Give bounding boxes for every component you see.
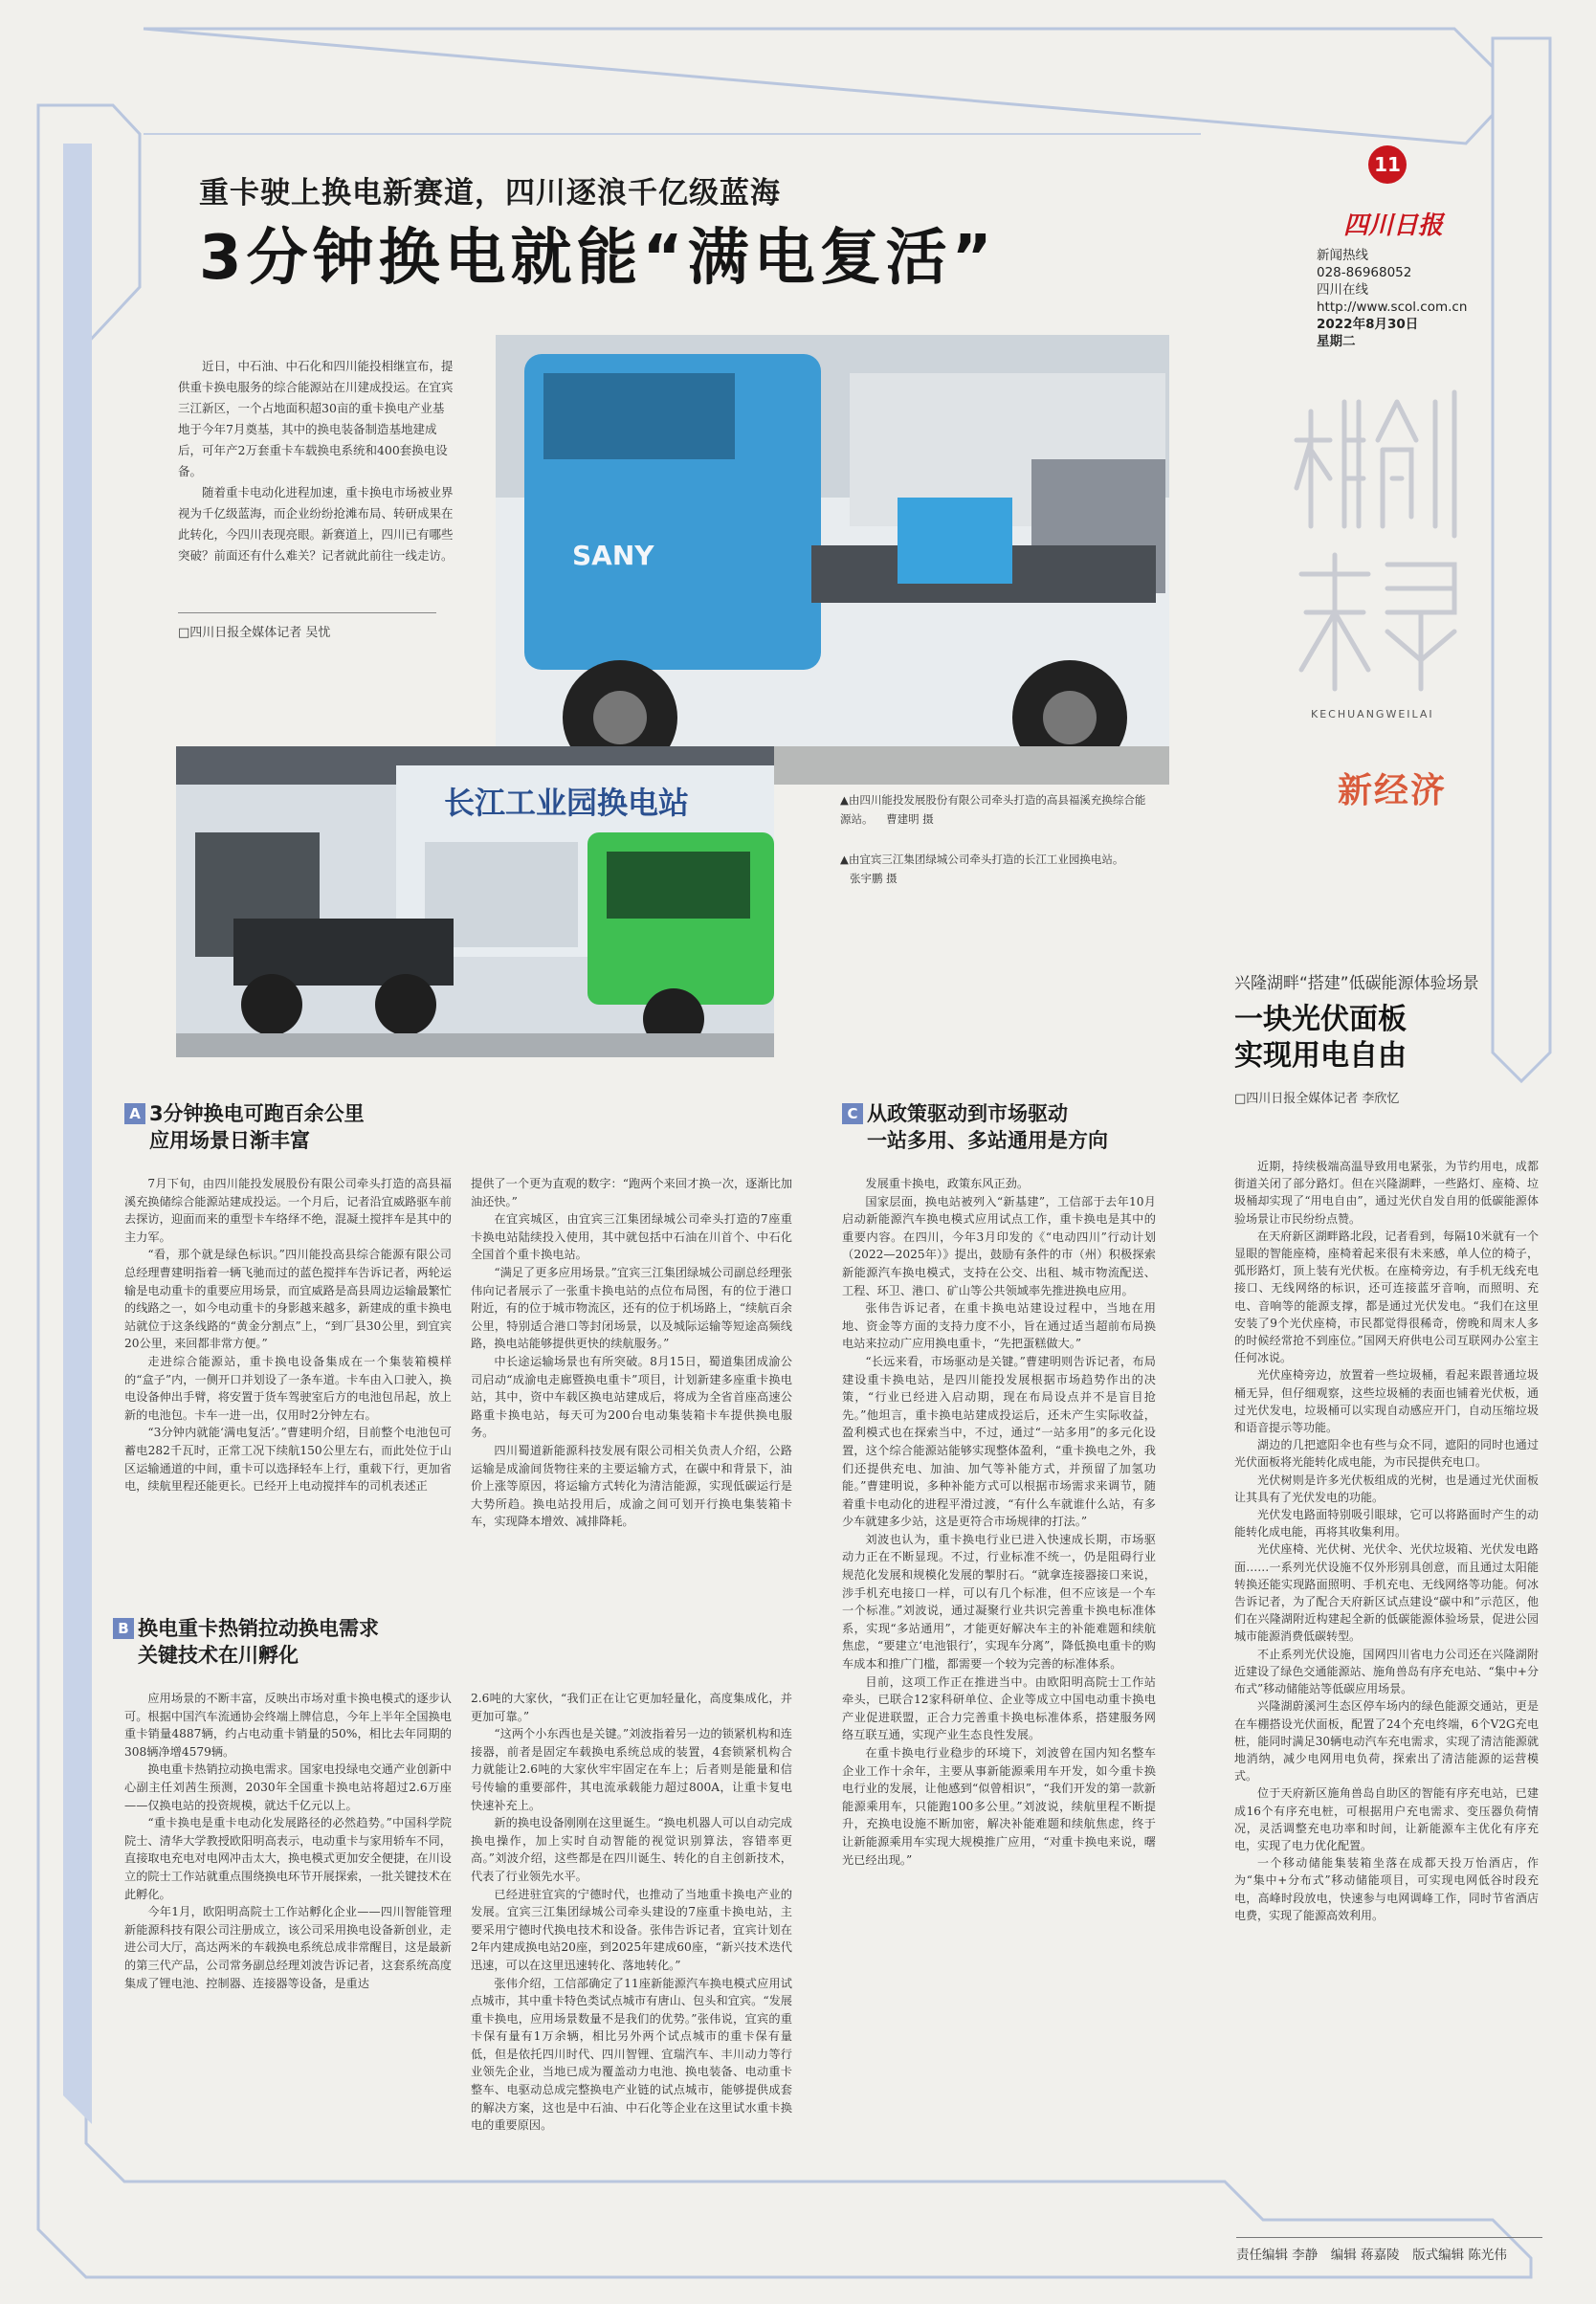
paragraph: 发展重卡换电，政策东风正劲。 (865, 1177, 1030, 1190)
station-illustration (176, 746, 774, 1057)
section-title-line: 换电重卡热销拉动换电需求 (138, 1617, 379, 1640)
caption-credit: 张宇鹏 摄 (850, 872, 898, 885)
website-url: http://www.scol.com.cn (1317, 299, 1468, 315)
paragraph: 刘波也认为，重卡换电行业已进入快速成长期，市场驱动力正在不断显现。不过，行业标准不统一，仍是阻碍行业规范化发展和规模化发展的掣肘石。“就拿连接器接口来说，涉手机充电接口一样，可以有几个标准，但不应该是一个车一个标准。”刘波说，通过凝聚行业共识完善重卡换电标准体系，实现“多站通用”，才能更好解决车主的补能难题和续航焦虑，“要建立‘电池银行’，实现车分离”，降低换电重卡的购车成本和推广门槛，都需要一个较为完善的标准体系。 (842, 1532, 1156, 1672)
issue-date: 2022年8月30日 (1317, 317, 1419, 332)
divider (178, 612, 436, 613)
lead-paragraph: 近日，中石油、中石化和四川能投相继宣布，提供重卡换电服务的综合能源站在川建成投运。在宜宾三江新区，一个占地面积超30亩的重卡换电产业基地于今年7月奠基，其中的换电装备制造基地建成后，可年产2万套重卡车载换电系统和400套换电设备。 (178, 359, 454, 478)
column-logo (1292, 383, 1483, 708)
paragraph: 换电重卡热销拉动换电需求。国家电投绿电交通产业创新中心副主任刘茜生预测，2030年全国重卡换电站将超过2.6万座——仅换电站的投资规模，就达千亿元以上。 (124, 1762, 452, 1812)
paragraph: “看，那个就是绿色标识。”四川能投高县综合能源有限公司总经理曹建明指着一辆飞驰而过的蓝色搅拌车告诉记者，两轮运输是电动重卡的重要应用场景，而宜威路是高县周边运输最繁忙的线路之一，如今电动重卡的身影越来越多，新建成的重卡换电站就位于这条线路的“黄金分割点”上，“到厂县30公里，到宜宾20公里，来回都非常方便。” (124, 1248, 452, 1351)
side-article-body (1234, 1158, 1539, 1924)
paragraph: 光伏树则是许多光伏板组成的光树，也是通过光伏面板让其具有了光伏发电的功能。 (1234, 1473, 1539, 1504)
paragraph: 走进综合能源站，重卡换电设备集成在一个集装箱模样的“盒子”内，一侧开口并划设了一条车道。卡车由入口驶入，换电设备伸出手臂，将安置于货车驾驶室后方的电池包吊起，放上新的电池包。卡车一进一出，仅用时2分钟左右。 (124, 1354, 452, 1422)
paragraph: 近期，持续极端高温导致用电紧张，为节约用电，成都街道关闭了部分路灯。但在兴隆湖畔，一些路灯、座椅、垃圾桶却实现了“用电自由”，通过光伏自发自用的低碳能源体验场景让市民纷纷点赞。 (1234, 1160, 1539, 1226)
section-label: 新经济 (1338, 770, 1448, 810)
paragraph: 2.6吨的大家伙，“我们正在让它更加轻量化，高度集成化，并更加可靠。” (471, 1692, 792, 1723)
paragraph: 中长途运输场景也有所突破。8月15日，蜀道集团成渝公司启动“成渝电走廊暨换电重卡”项目，计划新建多座重卡换电站，其中，资中车载区换电站建成后，将成为全省首座高速公路重卡换电站，每天可为200台电动集装箱卡车提供换电服务。 (471, 1354, 792, 1440)
section-c-body (842, 1175, 1156, 1869)
paper-name: 四川日报 (1343, 211, 1444, 240)
paragraph: 已经进驻宜宾的宁德时代，也推动了当地重卡换电产业的发展。宜宾三江集团绿城公司牵头建设的7座重卡换电站，主要采用宁德时代换电技术和设备。张伟告诉记者，宜宾计划在2年内建成换电站20座，到2025年建成60座，“新兴技术迭代迅速，可以在这里迅速转化、落地转化。” (471, 1887, 792, 1972)
station-sign-text: 长江工业园换电站 (444, 785, 690, 821)
paragraph: 应用场景的不断丰富，反映出市场对重卡换电模式的逐步认可。根据中国汽车流通协会终端上牌信息，今年上半年全国换电重卡销量4887辆，约占电动重卡销量的50%，相比去年同期的308辆净增4579辆。 (124, 1692, 452, 1759)
paragraph: 湖边的几把遮阳伞也有些与众不同，遮阳的同时也通过光伏面板将光能转化成电能，为市民提供充电口。 (1234, 1438, 1539, 1470)
paragraph: “3分钟内就能‘满电复活’。”曹建明介绍，目前整个电池包可蓄电282千瓦时，正常工况下续航150公里左右，而此处位于山区运输通道的中间，重卡可以选择轻车上行，重载下行，更加省电，续航里程还能更长。已经开上电动搅拌车的司机表述正 (124, 1426, 452, 1494)
section-a-heading (124, 1100, 431, 1154)
paragraph: 一个移动储能集装箱坐落在成都天投万怡酒店，作为“集中+分布式”移动储能项目，可实现电网低谷时段充电，高峰时段放电，快速参与电网调峰工作，同时节省酒店电费，实现了能源高效利用。 (1234, 1856, 1539, 1922)
headline-subtitle: 重卡驶上换电新赛道，四川逐浪千亿级蓝海 (199, 176, 781, 210)
photo-caption (840, 850, 1146, 888)
section-a-body-1 (124, 1175, 452, 1495)
paragraph: “长远来看，市场驱动是关键。”曹建明则告诉记者，布局建设重卡换电站，是四川能投发展根据市场趋势作出的决策，“行业已经进入启动期，现在布局设点并不是盲目抢先。”他坦言，重卡换电站建成投运后，还未产生实际收益，盈利模式也在探索当中，不过，通过“一站多用”的多元化设置，这个综合能源站能够实现整体盈利，“重卡换电之外，我们还提供充电、加油、加气等补能方式，并预留了加氢功能。”曹建明说，多种补能方式可以根据市场需求来调节，随着重卡电动化的进程平滑过渡，“有什么车就谁什么站，有多少车就建多少站，这是更符合市场规律的打法。” (842, 1354, 1156, 1529)
byline: □四川日报全媒体记者 吴忧 (178, 626, 331, 640)
paragraph: 位于天府新区施角兽岛自助区的智能有序充电站，已建成16个有序充电桩，可根据用户充电需求、变压器负荷情况，灵活调整充电功率和时间，让新能源车主优化有序充电，实现了电力优化配置。 (1234, 1786, 1539, 1852)
section-b-body-1 (124, 1690, 452, 1992)
paragraph: “满足了更多应用场景。”宜宾三江集团绿城公司副总经理张伟向记者展示了一张重卡换电站的点位布局图，有的位于港口附近，有的位于城市物流区，还有的位于机场路上，“续航百余公里，特别适合港口等封闭场景，以及城际运输等短途高频线路，换电站能够提供更快的续航服务。” (471, 1265, 792, 1351)
paragraph: 不止系列光伏设施，国网四川省电力公司还在兴隆湖附近建设了绿色交通能源站、施角兽岛有序充电站、“集中+分布式”移动储能站等低碳应用场景。 (1234, 1647, 1539, 1696)
paragraph: 提供了一个更为直观的数字：“跑两个来回才换一次，逐渐比加油还快。” (471, 1177, 792, 1208)
paragraph: 目前，这项工作正在推进当中。由欧阳明高院士工作站牵头，已联合12家科研单位、企业等成立中国电动重卡换电产业促进联盟，正合力完善重卡换电标准体系，搭建服务网络互联互通，实现产业生态良性发展。 (842, 1674, 1156, 1742)
section-title-line: 3分钟换电可跑百余公里 (149, 1102, 365, 1125)
section-title-line: 一站多用、多站通用是方向 (867, 1129, 1108, 1152)
lead-paragraph: 随着重卡电动化进程加速，重卡换电市场被业界视为千亿级蓝海，而企业纷纷抢滩布局、转研成果在此转化，今四川表现亮眼。新赛道上，四川已有哪些突破？前面还有什么难关？记者就此前往一线走访。 (178, 485, 454, 563)
caption-credit: 曹建明 摄 (886, 812, 934, 826)
paragraph: “这两个小东西也是关键。”刘波指着另一边的锁紧机构和连接器，前者是固定车载换电系统总成的装置，4套锁紧机构合力就能让2.6吨的大家伙牢牢固定在车上；后者则是能量和信号传输的重要部件，其电流承载能力超过800A，让重卡复电快速补充上。 (471, 1727, 792, 1812)
paragraph: 在重卡换电行业稳步的环境下，刘波曾在国内知名整车企业工作十余年，主要从事新能源乘用车开发，如今重卡换电行业的发展，让他感到“似曾相识”，“我们开发的第一款新能源乘用车，只能跑100多公里。”刘波说，续航里程不断提升，充换电设施不断加密，解决补能难题和续航焦虑，终于让新能源乘用车实现大规模推广应用，“对重卡换电来说，曙光已经出现。” (842, 1746, 1156, 1867)
side-kicker: 兴隆湖畔“搭建”低碳能源体验场景 (1234, 974, 1479, 993)
paragraph: 今年1月，欧阳明高院士工作站孵化企业——四川智能管理新能源科技有限公司注册成立，该公司采用换电设备新创业，走进公司大厅，高达两米的车载换电系统总成非常醒目，这是最新的第三代产品，公司常务副总经理刘波告诉记者，这套系统高度集成了锂电池、控制器、连接器等设备，是重达 (124, 1905, 452, 1990)
section-title-line: 关键技术在川孵化 (138, 1644, 299, 1667)
truck-brand-text: SANY (572, 540, 654, 571)
section-letter: B (113, 1618, 134, 1639)
section-title-line: 应用场景日渐丰富 (149, 1129, 310, 1152)
lead-text (178, 356, 455, 566)
issue-weekday: 星期二 (1317, 334, 1356, 349)
paragraph: 张伟介绍，工信部确定了11座新能源汽车换电模式应用试点城市，其中重卡特色类试点城市有唐山、包头和宜宾。“发展重卡换电，应用场景数量不是我们的优势。”张伟说，宜宾的重卡保有量有1万余辆，相比另外两个试点城市的重卡保有量低，但是依托四川时代、四川智锂、宜瑞汽车、丰川动力等行业领先企业，当地已成为覆盖动力电池、换电装备、电动重卡整车、电驱动总成完整换电产业链的试点城市，能够提供成套的解决方案，这也是中石油、中石化等企业在这里试水重卡换电的重要原因。 (471, 1976, 792, 2133)
paragraph: 四川蜀道新能源科技发展有限公司相关负责人介绍，公路运输是成渝间货物往来的主要运输方式，在碳中和背景下，油价上涨等原因，将运输方式转化为清洁能源，实现低碳运行是大势所趋。换电站投用后，成渝之间可划开行换电集装箱卡车，实现降本增效、减排降耗。 (471, 1443, 792, 1529)
column-name-english: KECHUANGWEILAI (1311, 708, 1434, 720)
paragraph: “重卡换电是重卡电动化发展路径的必然趋势。”中国科学院院士、清华大学教授欧阳明高表示，电动重卡与家用轿车不同，直接取电充电对电网冲击太大，换电模式更加安全便捷，在川设立的院士工作站就重点围绕换电环节开展探索，一批关键技术在此孵化。 (124, 1816, 452, 1901)
masthead-info (1317, 247, 1470, 350)
truck-photo (496, 335, 1169, 785)
section-letter: C (842, 1103, 863, 1124)
section-b-heading (113, 1615, 438, 1669)
paragraph: 兴隆湖蔚溪河生态区停车场内的绿色能源交通站，更是在车棚搭设光伏面板，配置了24个充电终端，6个V2G充电桩，能同时满足30辆电动汽车充电需求，实现了清洁能源就地消纳，减少电网用电负荷，探索出了清洁能源的运营模式。 (1234, 1699, 1539, 1783)
paragraph: 国家层面，换电站被列入“新基建”，工信部于去年10月启动新能源汽车换电模式应用试点工作，重卡换电是其中的重要内容。在四川，今年3月印发的《“电动四川”行动计划（2022—2025年）》提出，鼓励有条件的市（州）积极探索新能源汽车换电模式，支持在公交、出租、城市物流配送、工程、环卫、港口、矿山等公共领域率先推进换电应用。 (842, 1194, 1156, 1297)
section-letter: A (124, 1103, 145, 1124)
headline-title: 3分钟换电就能“满电复活” (199, 223, 997, 294)
side-article-heading (1234, 971, 1541, 1106)
caption-text: ▲由宜宾三江集团绿城公司牵头打造的长江工业园换电站。 (840, 853, 1124, 866)
paragraph: 7月下旬，由四川能投发展股份有限公司牵头打造的高县福溪充换储综合能源站建成投运。一个月后，记者沿宜威路驱车前去探访，迎面而来的重型卡车络绎不绝，混凝土搅拌车是其中的主力军。 (124, 1177, 452, 1244)
paragraph: 张伟告诉记者，在重卡换电站建设过程中，当地在用地、资金等方面的支持力度不小，旨在通过适当超前布局换电站来拉动广应用换电重卡，“先把蛋糕做大。” (842, 1301, 1156, 1351)
paragraph: 在宜宾城区，由宜宾三江集团绿城公司牵头打造的7座重卡换电站陆续投入使用，其中就包括中石油在川首个、中石化全国首个重卡换电站。 (471, 1212, 792, 1262)
section-title-line: 从政策驱动到市场驱动 (867, 1102, 1068, 1125)
paragraph: 新的换电设备刚刚在这里诞生。“换电机器人可以自动完成换电操作，加上实时自动智能的视觉识别算法，容错率更高。”刘波介绍，这些都是在四川诞生、转化的自主创新技术，代表了行业领先水平。 (471, 1816, 792, 1883)
page-number-badge: 11 (1368, 145, 1407, 184)
paragraph: 在天府新区湖畔路北段，记者看到，每隔10米就有一个显眼的智能座椅，座椅着起来很有未来感，单人位的椅子，弧形路灯，顶上装有光伏板。在座椅旁边，有手机无线充电接口、无线网络的标识，还可连接蓝牙音响，而照明、充电、音响等的能源支撑，都是通过光伏发电。“我们在这里安装了9个光伏座椅，市民都觉得很稀奇，傍晚和周末人多的时候经常抢不到座位。”国网天府供电公司互联网办公室主任何冰说。 (1234, 1229, 1539, 1365)
photo-caption (840, 790, 1146, 829)
caption-text: ▲由四川能投发展股份有限公司牵头打造的高县福溪充换综合能源站。 (840, 793, 1146, 826)
hotline-number: 028-86968052 (1317, 265, 1412, 280)
paragraph: 光伏座椅、光伏树、光伏伞、光伏垃圾箱、光伏发电路面……一系列光伏设施不仅外形别具创意，而且通过太阳能转换还能实现路面照明、手机充电、无线网络等功能。何冰告诉记者，为了配合天府新区试点建设“碳中和”示范区，他们在兴隆湖附近构建起全新的低碳能源体验场景，促进公园城市能源消费低碳转型。 (1234, 1542, 1539, 1644)
side-byline: □四川日报全媒体记者 李欣忆 (1234, 1092, 1400, 1106)
paragraph: 光伏发电路面特别吸引眼球，它可以将路面时产生的动能转化成电能，再将其收集利用。 (1234, 1508, 1539, 1540)
section-b-body-2 (471, 1690, 792, 2135)
section-a-body-2 (471, 1175, 792, 1531)
online-label: 四川在线 (1317, 282, 1368, 298)
side-title-line: 实现用电自由 (1234, 1039, 1407, 1073)
paragraph: 光伏座椅旁边，放置着一些垃圾桶，看起来跟普通垃圾桶无异，但仔细观察，这些垃圾桶的表面也铺着光伏板，通过光伏发电，垃圾桶可以实现自动感应开门，自动压缩垃圾和语音提示等功能。 (1234, 1368, 1539, 1435)
truck-illustration (496, 335, 1169, 785)
editors-line: 责任编辑 李静 编辑 蒋嘉陵 版式编辑 陈光伟 (1236, 2237, 1542, 2263)
section-c-heading (842, 1100, 1158, 1154)
side-title-line: 一块光伏面板 (1234, 1003, 1407, 1036)
hotline-label: 新闻热线 (1317, 248, 1368, 263)
station-photo (176, 746, 774, 1057)
